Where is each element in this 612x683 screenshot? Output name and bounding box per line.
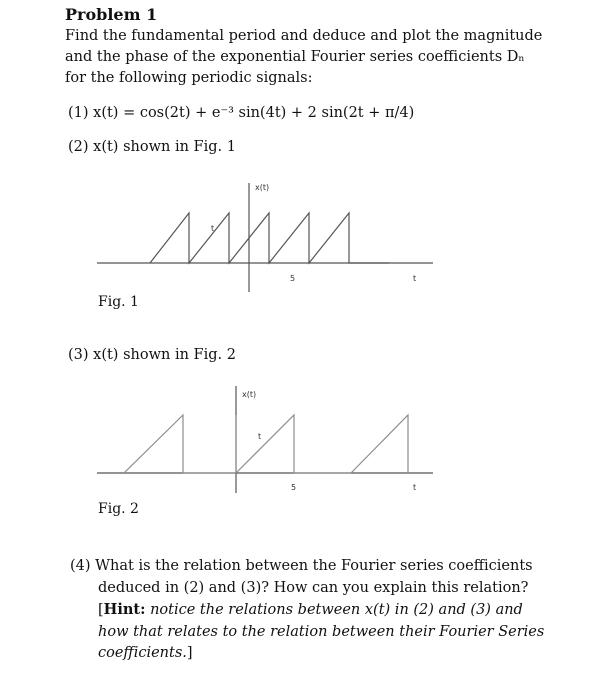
part-4 <box>70 556 545 665</box>
intro-line-3: for the following periodic signals: <box>65 70 313 86</box>
intro-line-2: and the phase of the exponential Fourier series coefficients Dₙ <box>65 49 525 65</box>
part-1-equation: (1) x(t) = cos(2t) + e⁻³ sin(4t) + 2 sin(2t + π/4) <box>68 105 415 121</box>
fig2-tick-label: 5 <box>291 483 297 492</box>
hint-line-1 <box>70 599 530 622</box>
problem-title: Problem 1 <box>65 5 158 24</box>
fig1-slope-label: t <box>211 224 215 233</box>
hint-label: Hint: <box>103 601 146 618</box>
hint-line-2: how that relates to the relation between their Fourier Series <box>98 623 545 640</box>
intro-line-1: Find the fundamental period and deduce and plot the magnitude <box>65 28 543 44</box>
fig2-ramp-2 <box>236 415 351 473</box>
hint-line-3 <box>70 643 530 665</box>
part-4-line-2: deduced in (2) and (3)? How can you explain this relation? <box>98 579 529 596</box>
fig2-caption: Fig. 2 <box>98 501 139 517</box>
hint-text-3: coefficients. <box>98 645 187 661</box>
fig2-ramp-3 <box>351 415 408 473</box>
fig1-caption: Fig. 1 <box>98 294 139 310</box>
part-3-text: (3) x(t) shown in Fig. 2 <box>68 347 236 363</box>
fig2-y-label: x(t) <box>242 390 257 399</box>
fig1-tick-label: 5 <box>290 274 296 283</box>
fig1-sawtooth <box>150 213 389 263</box>
part-2-text: (2) x(t) shown in Fig. 1 <box>68 139 236 155</box>
fig1-y-label: x(t) <box>255 183 270 192</box>
fig2-axis-end-label: t <box>413 483 417 492</box>
fig1-axis-end-label: t <box>413 274 417 283</box>
part-4-line-1: (4) What is the relation between the Fourier series coefficients <box>70 558 533 574</box>
fig2-ramp-1 <box>124 415 236 473</box>
hint-close-bracket: ] <box>186 645 193 661</box>
hint-text-1: notice the relations between x(t) in (2) and (3) and <box>145 602 523 618</box>
fig2-slope-label: t <box>258 432 262 441</box>
hint-open-bracket: [ <box>98 602 104 618</box>
